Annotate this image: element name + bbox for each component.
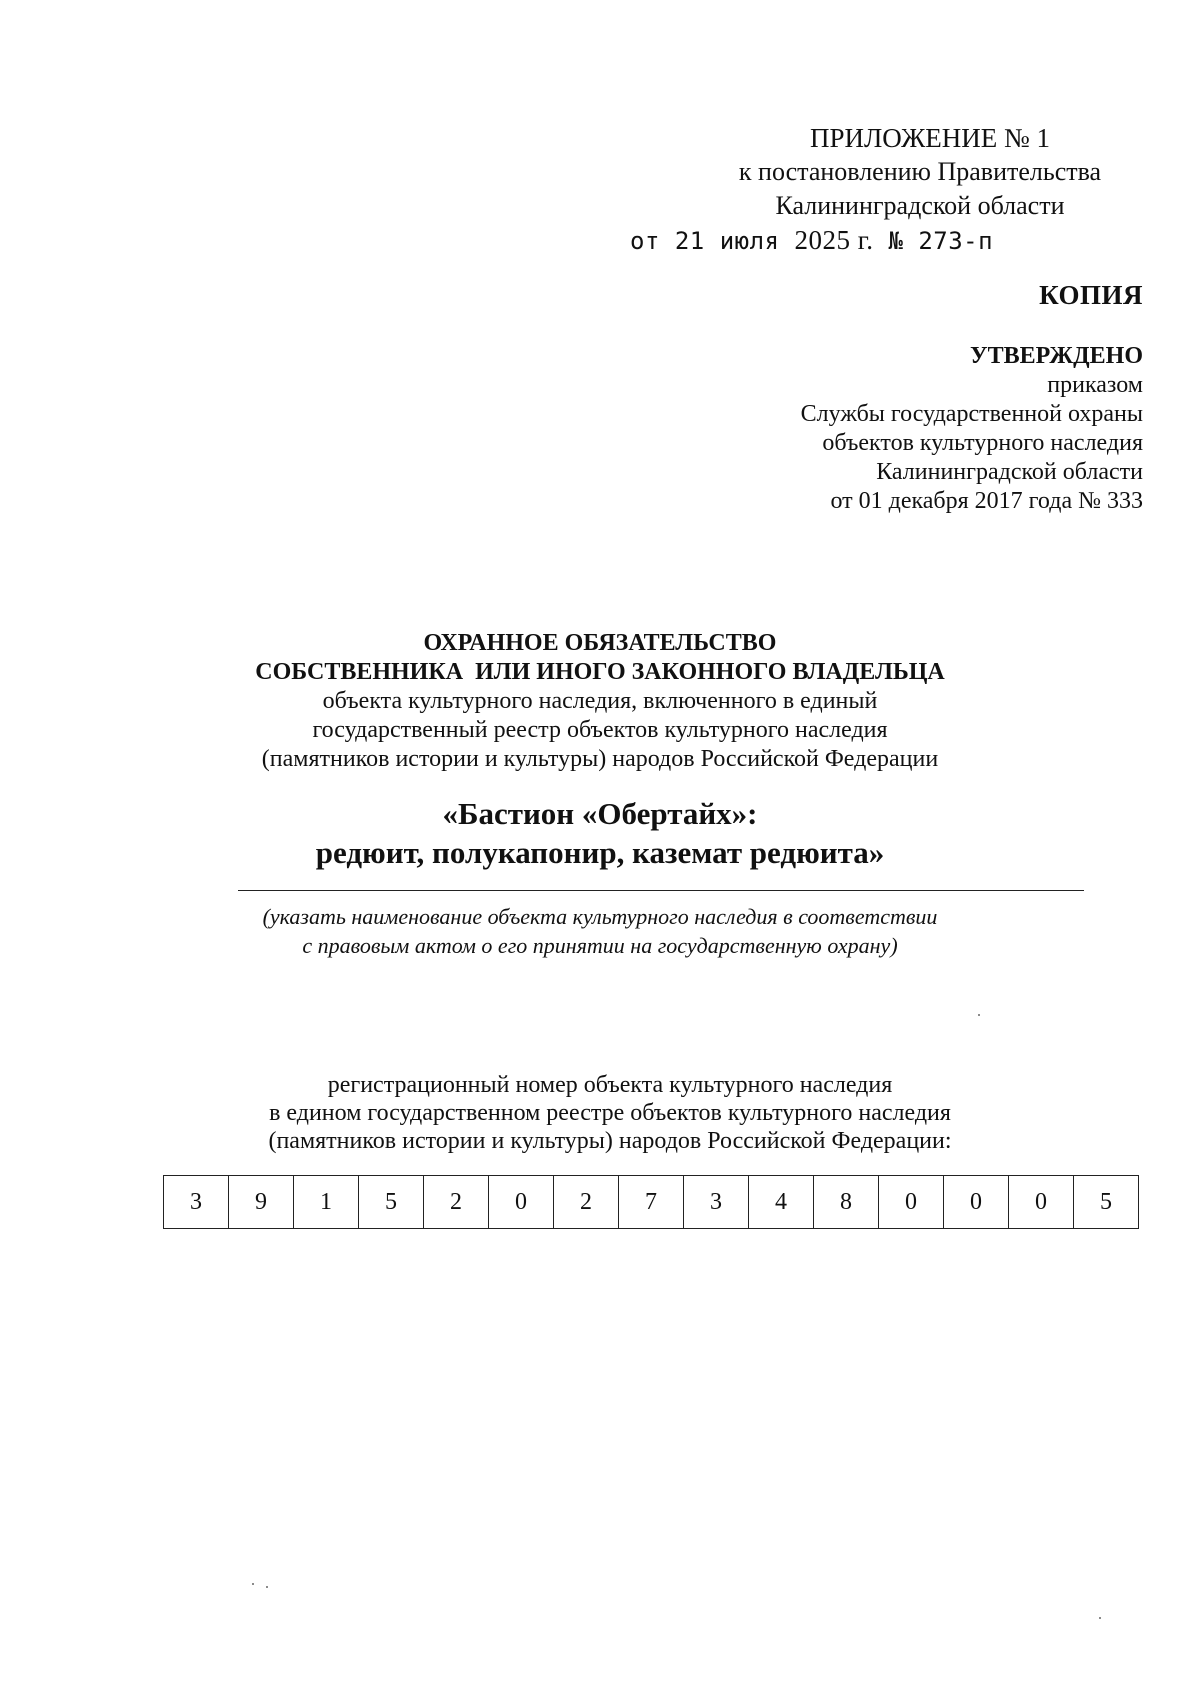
registration-number-row bbox=[164, 1176, 1139, 1229]
reg-digit-cell: 9 bbox=[229, 1176, 294, 1229]
registration-number-table bbox=[163, 1175, 1139, 1229]
approval-line-3: объектов культурного наследия bbox=[822, 430, 1143, 456]
appendix-title: ПРИЛОЖЕНИЕ № 1 bbox=[809, 123, 1051, 153]
document-title bbox=[160, 629, 1040, 774]
object-name-hint bbox=[160, 902, 1040, 960]
reg-digit-cell: 1 bbox=[294, 1176, 359, 1229]
doc-title-line-4: государственный реестр объектов культурного наследия bbox=[312, 717, 888, 743]
reg-digit-cell: 0 bbox=[879, 1176, 944, 1229]
approval-line-1: приказом bbox=[1047, 372, 1143, 398]
scan-speck bbox=[978, 1014, 980, 1016]
scan-speck bbox=[1099, 1617, 1101, 1619]
reg-digit-cell: 0 bbox=[1009, 1176, 1074, 1229]
doc-title-line-1: ОХРАННОЕ ОБЯЗАТЕЛЬСТВО bbox=[423, 630, 777, 656]
object-hint-line-1: (указать наименование объекта культурного наследия в соответствии bbox=[262, 904, 938, 929]
registration-caption-line-1: регистрационный номер объекта культурного наследия bbox=[327, 1072, 893, 1098]
approval-line-2: Службы государственной охраны bbox=[800, 401, 1143, 427]
registration-caption bbox=[160, 1071, 1060, 1155]
object-name-line-2: редюит, полукапонир, каземат редюита» bbox=[315, 835, 885, 870]
appendix-header bbox=[630, 121, 1140, 258]
object-name-underline bbox=[238, 890, 1084, 891]
object-hint-line-2: с правовым актом о его принятии на государственную охрану) bbox=[302, 933, 898, 958]
reg-digit-cell: 3 bbox=[684, 1176, 749, 1229]
reg-digit-cell: 7 bbox=[619, 1176, 684, 1229]
appendix-date-prefix: от 21 июля bbox=[630, 227, 780, 255]
appendix-date-number: № 273-п bbox=[888, 227, 994, 255]
reg-digit-cell: 2 bbox=[424, 1176, 489, 1229]
doc-title-line-2: СОБСТВЕННИКА ИЛИ ИНОГО ЗАКОННОГО ВЛАДЕЛЬЦА bbox=[255, 659, 945, 685]
registration-caption-line-3: (памятников истории и культуры) народов Российской Федерации: bbox=[268, 1128, 952, 1154]
appendix-date-year: 2025 г. bbox=[794, 225, 874, 255]
scan-speck bbox=[266, 1586, 268, 1588]
approval-block bbox=[623, 342, 1143, 516]
reg-digit-cell: 5 bbox=[1074, 1176, 1139, 1229]
reg-digit-cell: 4 bbox=[749, 1176, 814, 1229]
reg-digit-cell: 0 bbox=[489, 1176, 554, 1229]
doc-title-line-3: объекта культурного наследия, включенного в единый bbox=[322, 688, 878, 714]
approval-head: УТВЕРЖДЕНО bbox=[969, 343, 1143, 369]
reg-digit-cell: 2 bbox=[554, 1176, 619, 1229]
registration-caption-line-2: в едином государственном реестре объектов культурного наследия bbox=[269, 1100, 951, 1126]
reg-digit-cell: 8 bbox=[814, 1176, 879, 1229]
scan-speck bbox=[252, 1583, 254, 1585]
object-name bbox=[160, 794, 1040, 872]
reg-digit-cell: 5 bbox=[359, 1176, 424, 1229]
reg-digit-cell: 0 bbox=[944, 1176, 1009, 1229]
copy-mark: КОПИЯ bbox=[1039, 280, 1143, 310]
doc-title-line-5: (памятников истории и культуры) народов Российской Федерации bbox=[261, 746, 939, 772]
approval-line-5: от 01 декабря 2017 года № 333 bbox=[830, 488, 1143, 514]
object-name-line-1: «Бастион «Обертайх»: bbox=[442, 796, 758, 831]
appendix-date-line bbox=[630, 223, 1140, 258]
appendix-line-1: к постановлению Правительства bbox=[738, 157, 1102, 186]
reg-digit-cell: 3 bbox=[164, 1176, 229, 1229]
appendix-line-2: Калининградской области bbox=[775, 191, 1065, 220]
approval-line-4: Калининградской области bbox=[876, 459, 1143, 485]
